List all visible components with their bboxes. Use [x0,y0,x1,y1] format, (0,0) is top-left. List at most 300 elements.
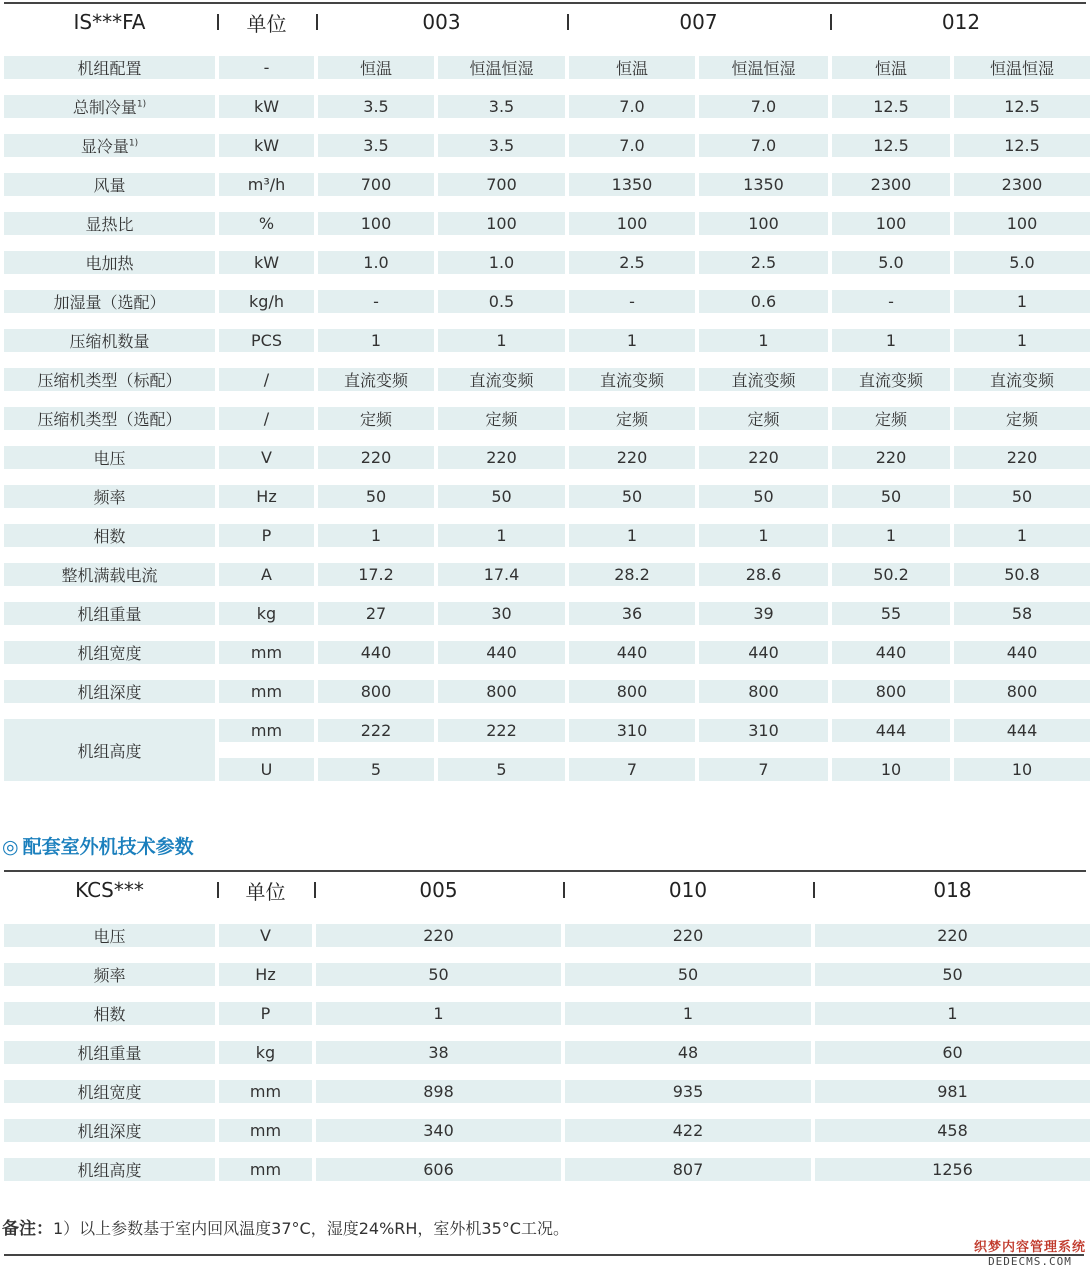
value-cell: 1350 [699,173,828,196]
row-gap [4,1103,1090,1119]
value-cell: 440 [569,641,695,664]
row-gap [4,547,1090,563]
value-cell: 50 [318,485,434,508]
row-label-text: 相数 [93,527,126,546]
row-label [4,56,215,79]
outdoor-unit-header: 单位 [219,872,312,908]
value-cell: 100 [438,212,565,235]
row-gap [4,79,1090,95]
row-label-text: 电压 [93,449,126,468]
table-row [4,212,1090,235]
table-row [4,563,1090,586]
row-gap [4,40,1090,56]
table-row [4,407,1090,430]
footnote [2,1214,569,1239]
value-cell: 1 [699,524,828,547]
row-gap [4,391,1090,407]
value-cell: 7.0 [569,134,695,157]
unit-cell: V [219,446,314,469]
value-cell: 1.0 [438,251,565,274]
row-gap [4,274,1090,290]
row-label-text: 显冷量 [80,137,129,156]
row-label-text: 机组重量 [77,605,142,624]
value-cell: 1.0 [318,251,434,274]
value-cell: 7.0 [569,95,695,118]
value-cell: 定频 [318,407,434,430]
value-cell: 恒温 [318,56,434,79]
table-row [4,1041,1090,1064]
value-cell: 440 [699,641,828,664]
value-cell: 12.5 [954,134,1090,157]
value-cell: 直流变频 [569,368,695,391]
row-gap [4,430,1090,446]
value-cell: 800 [699,680,828,703]
row-label [4,1041,215,1064]
unit-cell: m³/h [219,173,314,196]
unit-cell: Hz [219,963,312,986]
value-cell: 1 [832,329,950,352]
unit-cell: / [219,407,314,430]
table-row [4,251,1090,274]
value-cell: 898 [316,1080,561,1103]
row-label-text: 机组宽度 [77,644,142,663]
value-cell: 1 [569,524,695,547]
table-row [4,446,1090,469]
value-cell: 220 [565,924,811,947]
table-row [4,924,1090,947]
row-gap [4,274,1090,290]
table-row [4,602,1090,625]
value-cell: 50 [954,485,1090,508]
row-gap [4,1142,1090,1158]
row-gap [4,625,1090,641]
value-cell: 422 [565,1119,811,1142]
value-cell: 2300 [954,173,1090,196]
row-gap [4,1025,1090,1041]
value-cell: 5.0 [954,251,1090,274]
row-label [4,680,215,703]
table-row-height-mm [4,719,1090,742]
row-gap [4,1064,1090,1080]
unit-cell: - [219,56,314,79]
outdoor-model-018-header: 018 [933,878,972,902]
value-cell: 1 [954,524,1090,547]
row-label [4,329,215,352]
unit-cell: mm [219,1119,312,1142]
unit-cell: A [219,563,314,586]
value-cell: 222 [438,719,565,742]
value-cell: 100 [318,212,434,235]
row-gap [4,469,1090,485]
row-gap [4,79,1090,95]
row-gap [4,986,1090,1002]
unit-cell: U [219,758,314,781]
watermark-logo [974,1241,1086,1269]
row-gap [4,391,1090,407]
indoor-header-row [4,4,1090,40]
value-cell: 28.6 [699,563,828,586]
value-cell: 17.2 [318,563,434,586]
table-row [4,95,1090,118]
value-cell: 220 [438,446,565,469]
row-label-text: 整机满载电流 [61,566,158,585]
value-cell: 直流变频 [438,368,565,391]
circle-bullet-icon: ◎ [2,836,19,858]
value-cell: 440 [832,641,950,664]
value-cell: 310 [699,719,828,742]
row-label-text: 相数 [93,1005,126,1024]
value-cell: 50.8 [954,563,1090,586]
outdoor-model-005-header: 005 [316,872,561,908]
unit-cell: PCS [219,329,314,352]
row-label [4,95,215,118]
row-label [4,641,215,664]
row-gap [4,1142,1090,1158]
row-label-text: 机组高度 [77,741,142,761]
indoor-spec-table [0,4,1092,781]
row-gap [4,947,1090,963]
row-label-text: 频率 [93,488,126,507]
value-cell: 700 [318,173,434,196]
watermark-line1: 织梦内容管理系统 [973,1240,1086,1255]
value-cell: 7.0 [699,134,828,157]
value-cell: 440 [438,641,565,664]
unit-cell: V [219,924,312,947]
unit-cell: kW [219,95,314,118]
value-cell: 340 [316,1119,561,1142]
table-row [4,524,1090,547]
value-cell: 0.6 [699,290,828,313]
outdoor-table-body [4,908,1090,1181]
row-label [4,212,215,235]
indoor-model-007-header: 007 [569,4,828,40]
row-label-text: 显热比 [85,215,134,234]
table-row [4,641,1090,664]
row-gap [219,742,1090,758]
row-gap [4,469,1090,485]
value-cell: 220 [832,446,950,469]
row-gap [4,118,1090,134]
unit-cell: kW [219,134,314,157]
value-cell: 50 [815,963,1090,986]
unit-cell: kW [219,251,314,274]
row-gap [4,40,1090,56]
value-cell: - [832,290,950,313]
value-cell: 48 [565,1041,811,1064]
row-gap [4,1025,1090,1041]
value-cell: 100 [954,212,1090,235]
value-cell: 12.5 [954,95,1090,118]
row-gap [4,703,1090,719]
value-cell: 50.2 [832,563,950,586]
row-label [4,407,215,430]
row-label [4,173,215,196]
footnote-label: 备注： [2,1219,53,1239]
row-gap [4,352,1090,368]
value-cell: 直流变频 [832,368,950,391]
row-gap [4,703,1090,719]
value-cell: 807 [565,1158,811,1181]
value-cell: 1256 [815,1158,1090,1181]
value-cell: 458 [815,1119,1090,1142]
value-cell: 直流变频 [954,368,1090,391]
value-cell: 220 [316,924,561,947]
footnote-marker: 1) [128,138,139,149]
unit-cell: Hz [219,485,314,508]
value-cell: 28.2 [569,563,695,586]
table-row [4,173,1090,196]
outdoor-section-title [2,832,194,859]
value-cell: 1 [438,329,565,352]
value-cell: 2.5 [569,251,695,274]
table-row [4,1002,1090,1025]
value-cell: 3.5 [438,95,565,118]
outdoor-section-title-text: 配套室外机技术参数 [22,836,194,858]
value-cell: 17.4 [438,563,565,586]
value-cell: 220 [318,446,434,469]
table-row [4,680,1090,703]
table-row [4,56,1090,79]
value-cell: 60 [815,1041,1090,1064]
row-gap [4,157,1090,173]
value-cell: 定频 [954,407,1090,430]
value-cell: 定频 [438,407,565,430]
table-row [4,1158,1090,1181]
row-label-text: 机组高度 [77,1161,142,1180]
value-cell: 定频 [699,407,828,430]
row-label [4,963,215,986]
row-label [4,1158,215,1181]
value-cell: 1350 [569,173,695,196]
row-label [4,1002,215,1025]
value-cell: 800 [832,680,950,703]
value-cell: 440 [954,641,1090,664]
value-cell: 1 [565,1002,811,1025]
row-label-text: 电加热 [85,254,134,273]
row-label-text: 风量 [93,176,126,195]
value-cell: 1 [569,329,695,352]
value-cell: 220 [569,446,695,469]
row-label-text: 机组宽度 [77,1083,142,1102]
value-cell: 10 [832,758,950,781]
value-cell: 定频 [569,407,695,430]
row-label [4,1080,215,1103]
value-cell: 50 [565,963,811,986]
value-cell: 5 [318,758,434,781]
unit-cell: P [219,524,314,547]
row-label-text: 压缩机类型（标配） [37,371,182,390]
value-cell: 935 [565,1080,811,1103]
unit-cell: / [219,368,314,391]
unit-cell: mm [219,641,314,664]
row-label [4,719,215,781]
row-gap [4,947,1090,963]
table-row [4,290,1090,313]
value-cell: 2.5 [699,251,828,274]
value-cell: 7.0 [699,95,828,118]
value-cell: 10 [954,758,1090,781]
indoor-table-body [4,40,1090,781]
table-row [4,1080,1090,1103]
row-label-text: 机组深度 [77,1122,142,1141]
row-label [4,251,215,274]
value-cell: 39 [699,602,828,625]
value-cell: 2300 [832,173,950,196]
row-gap [4,986,1090,1002]
unit-cell: P [219,1002,312,1025]
value-cell: 1 [318,329,434,352]
row-gap [4,235,1090,251]
row-gap [4,157,1090,173]
indoor-model-header: IS***FA [4,4,215,40]
value-cell: 50 [699,485,828,508]
row-gap [4,196,1090,212]
row-label-text: 总制冷量 [72,98,137,117]
value-cell: 3.5 [438,134,565,157]
value-cell: 1 [438,524,565,547]
row-label [4,924,215,947]
value-cell: 800 [569,680,695,703]
watermark-line2: DEDECMS.COM [988,1255,1072,1268]
outdoor-header-row [4,872,1090,908]
unit-cell: mm [219,1158,312,1181]
value-cell: 38 [316,1041,561,1064]
value-cell: 50 [438,485,565,508]
unit-cell: kg [219,1041,312,1064]
footnote-text: 1）以上参数基于室内回风温度37°C，湿度24%RH，室外机35°C工况。 [53,1219,569,1238]
value-cell: 12.5 [832,134,950,157]
bottom-rule [4,1254,1084,1256]
value-cell: 1 [316,1002,561,1025]
table-row [4,963,1090,986]
row-gap [4,430,1090,446]
value-cell: 直流变频 [318,368,434,391]
value-cell: 100 [699,212,828,235]
value-cell: 27 [318,602,434,625]
row-gap [4,313,1090,329]
indoor-unit-header: 单位 [219,4,314,40]
unit-cell: mm [219,680,314,703]
value-cell: 444 [954,719,1090,742]
value-cell: 定频 [832,407,950,430]
row-label-text: 加湿量（选配） [53,293,166,312]
value-cell: 3.5 [318,134,434,157]
value-cell: 5 [438,758,565,781]
value-cell: 100 [832,212,950,235]
value-cell: 50 [569,485,695,508]
row-gap [4,547,1090,563]
row-gap [4,1103,1090,1119]
row-label [4,1119,215,1142]
table-row [4,329,1090,352]
row-label [4,134,215,157]
value-cell: 800 [954,680,1090,703]
row-gap [4,586,1090,602]
value-cell: 1 [954,329,1090,352]
row-label-text: 电压 [93,927,126,946]
table-row [4,1119,1090,1142]
value-cell: 55 [832,602,950,625]
row-gap [4,118,1090,134]
row-label [4,485,215,508]
table-row [4,134,1090,157]
row-label-text: 机组重量 [77,1044,142,1063]
value-cell: 5.0 [832,251,950,274]
row-gap [4,235,1090,251]
value-cell: 7 [569,758,695,781]
value-cell: 1 [815,1002,1090,1025]
unit-cell: kg/h [219,290,314,313]
row-gap [4,908,1090,924]
table-row [4,368,1090,391]
row-label [4,563,215,586]
value-cell: 恒温恒湿 [699,56,828,79]
value-cell: 12.5 [832,95,950,118]
value-cell: 700 [438,173,565,196]
row-gap [4,196,1090,212]
value-cell: 直流变频 [699,368,828,391]
value-cell: 0.5 [438,290,565,313]
value-cell: 恒温 [832,56,950,79]
value-cell: 30 [438,602,565,625]
row-label-text: 频率 [93,966,126,985]
value-cell: 606 [316,1158,561,1181]
row-label-text: 机组配置 [77,59,142,78]
value-cell: 1 [954,290,1090,313]
value-cell: 1 [832,524,950,547]
value-cell: 恒温恒湿 [438,56,565,79]
row-label [4,446,215,469]
row-gap [4,508,1090,524]
value-cell: 800 [438,680,565,703]
row-gap [4,313,1090,329]
row-label [4,524,215,547]
row-label [4,290,215,313]
outdoor-model-header: KCS*** [4,872,215,908]
row-gap [4,1064,1090,1080]
value-cell: 222 [318,719,434,742]
indoor-model-003-header: 003 [318,4,565,40]
value-cell: 恒温恒湿 [954,56,1090,79]
outdoor-model-010-header: 010 [565,872,811,908]
value-cell: 100 [569,212,695,235]
unit-cell: mm [219,719,314,742]
row-gap [4,508,1090,524]
value-cell: - [569,290,695,313]
value-cell: 1 [699,329,828,352]
value-cell: 220 [699,446,828,469]
row-gap [4,908,1090,924]
value-cell: 310 [569,719,695,742]
outdoor-spec-table [0,872,1092,1181]
unit-cell: % [219,212,314,235]
value-cell: 7 [699,758,828,781]
value-cell: 58 [954,602,1090,625]
value-cell: - [318,290,434,313]
value-cell: 50 [316,963,561,986]
row-gap [4,625,1090,641]
value-cell: 36 [569,602,695,625]
table-row [4,485,1090,508]
value-cell: 220 [815,924,1090,947]
row-label-text: 压缩机数量 [69,332,150,351]
row-gap [4,586,1090,602]
indoor-model-012-header: 012 [941,10,981,34]
value-cell: 440 [318,641,434,664]
value-cell: 800 [318,680,434,703]
row-gap [4,352,1090,368]
row-gap [4,664,1090,680]
